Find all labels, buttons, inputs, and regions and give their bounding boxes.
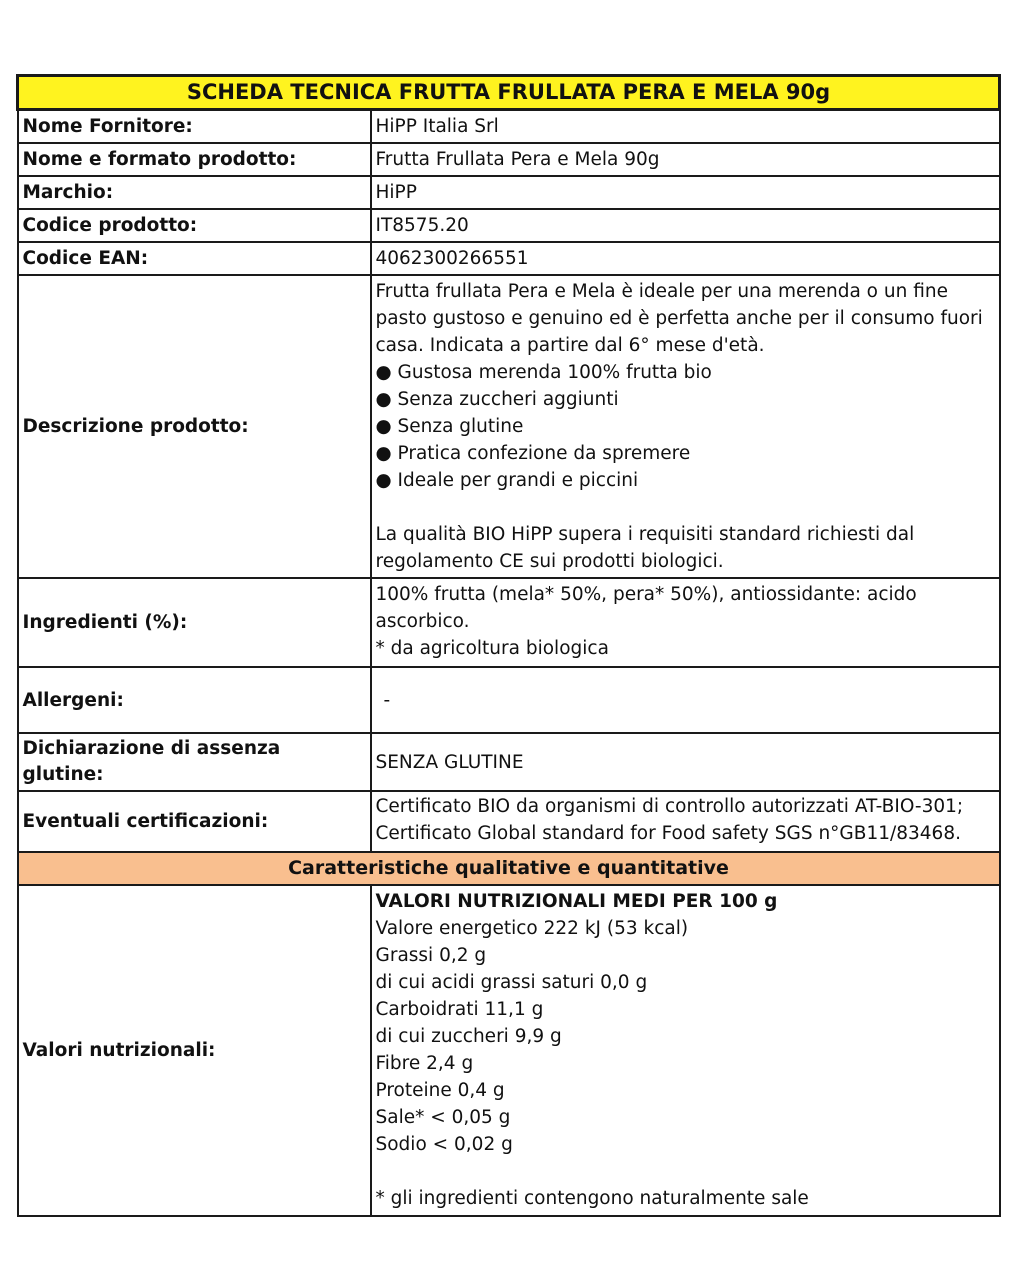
ingredienti-line: ascorbico. <box>375 611 470 632</box>
desc-line: regolamento CE sui prodotti biologici. <box>375 551 724 572</box>
nutrition-line: Fibre 2,4 g <box>375 1053 474 1074</box>
label-certificazioni: Eventuali certificazioni: <box>18 791 371 852</box>
sheet-title: SCHEDA TECNICA FRUTTA FRULLATA PERA E MELA 90g <box>18 76 1000 110</box>
row-allergeni <box>18 667 1000 733</box>
value-certificazioni <box>371 791 1000 852</box>
nutrition-line: di cui zuccheri 9,9 g <box>375 1026 562 1047</box>
row-marchio <box>18 176 1000 209</box>
row-codice <box>18 209 1000 242</box>
section-title: Caratteristiche qualitative e quantitative <box>18 852 1000 885</box>
nutrition-line: Carboidrati 11,1 g <box>375 999 544 1020</box>
value-fornitore: HiPP Italia Srl <box>371 110 1000 144</box>
allergeni-value: - <box>383 689 391 711</box>
value-ingredienti <box>371 578 1000 667</box>
desc-line: casa. Indicata a partire dal 6° mese d'età. <box>375 335 765 356</box>
label-ean: Codice EAN: <box>18 242 371 275</box>
certificazioni-line: Certificato Global standard for Food safety SGS n°GB11/83468. <box>375 823 961 844</box>
nutrition-line: Sale* < 0,05 g <box>375 1107 511 1128</box>
nutrition-heading: VALORI NUTRIZIONALI MEDI PER 100 g <box>375 891 778 912</box>
value-formato: Frutta Frullata Pera e Mela 90g <box>371 143 1000 176</box>
label-marchio: Marchio: <box>18 176 371 209</box>
ingredienti-line: 100% frutta (mela* 50%, pera* 50%), antiossidante: acido <box>375 584 917 605</box>
row-nutrizione <box>18 885 1000 1216</box>
desc-bullet: ● Ideale per grandi e piccini <box>375 470 639 491</box>
desc-bullet: ● Senza glutine <box>375 416 524 437</box>
label-codice: Codice prodotto: <box>18 209 371 242</box>
desc-bullet: ● Pratica confezione da spremere <box>375 443 691 464</box>
row-ingredienti <box>18 578 1000 667</box>
row-descrizione <box>18 275 1000 578</box>
desc-bullet: ● Senza zuccheri aggiunti <box>375 389 619 410</box>
row-ean <box>18 242 1000 275</box>
desc-line: pasto gustoso e genuino ed è perfetta anche per il consumo fuori <box>375 308 983 329</box>
nutrition-line: Proteine 0,4 g <box>375 1080 505 1101</box>
label-ingredienti: Ingredienti (%): <box>18 578 371 667</box>
label-fornitore: Nome Fornitore: <box>18 110 371 144</box>
desc-spacer <box>376 494 995 521</box>
row-fornitore <box>18 110 1000 144</box>
nutrition-line: di cui acidi grassi saturi 0,0 g <box>375 972 648 993</box>
label-descrizione: Descrizione prodotto: <box>18 275 371 578</box>
row-certificazioni <box>18 791 1000 852</box>
nutrition-spacer <box>376 1158 995 1185</box>
title-row <box>18 76 1000 110</box>
value-nutrizione <box>371 885 1000 1216</box>
nutrition-line: Grassi 0,2 g <box>375 945 487 966</box>
value-allergeni <box>371 667 1000 733</box>
certificazioni-line: Certificato BIO da organismi di controllo autorizzati AT-BIO-301; <box>375 796 964 817</box>
value-descrizione <box>371 275 1000 578</box>
ingredienti-line: * da agricoltura biologica <box>375 638 609 659</box>
label-allergeni: Allergeni: <box>18 667 371 733</box>
nutrition-line: Sodio < 0,02 g <box>375 1134 513 1155</box>
nutrition-line: Valore energetico 222 kJ (53 kcal) <box>375 918 689 939</box>
label-formato: Nome e formato prodotto: <box>18 143 371 176</box>
technical-sheet-table <box>16 74 1001 1217</box>
value-marchio: HiPP <box>371 176 1000 209</box>
row-glutine <box>18 733 1000 791</box>
value-glutine: SENZA GLUTINE <box>371 733 1000 791</box>
value-ean: 4062300266551 <box>371 242 1000 275</box>
value-codice: IT8575.20 <box>371 209 1000 242</box>
desc-line: Frutta frullata Pera e Mela è ideale per una merenda o un fine <box>375 281 948 302</box>
label-glutine: Dichiarazione di assenza glutine: <box>18 733 371 791</box>
desc-line: La qualità BIO HiPP supera i requisiti standard richiesti dal <box>375 524 915 545</box>
row-formato <box>18 143 1000 176</box>
nutrition-note: * gli ingredienti contengono naturalmente sale <box>375 1188 809 1209</box>
label-nutrizione: Valori nutrizionali: <box>18 885 371 1216</box>
desc-bullet: ● Gustosa merenda 100% frutta bio <box>375 362 712 383</box>
section-row <box>18 852 1000 885</box>
